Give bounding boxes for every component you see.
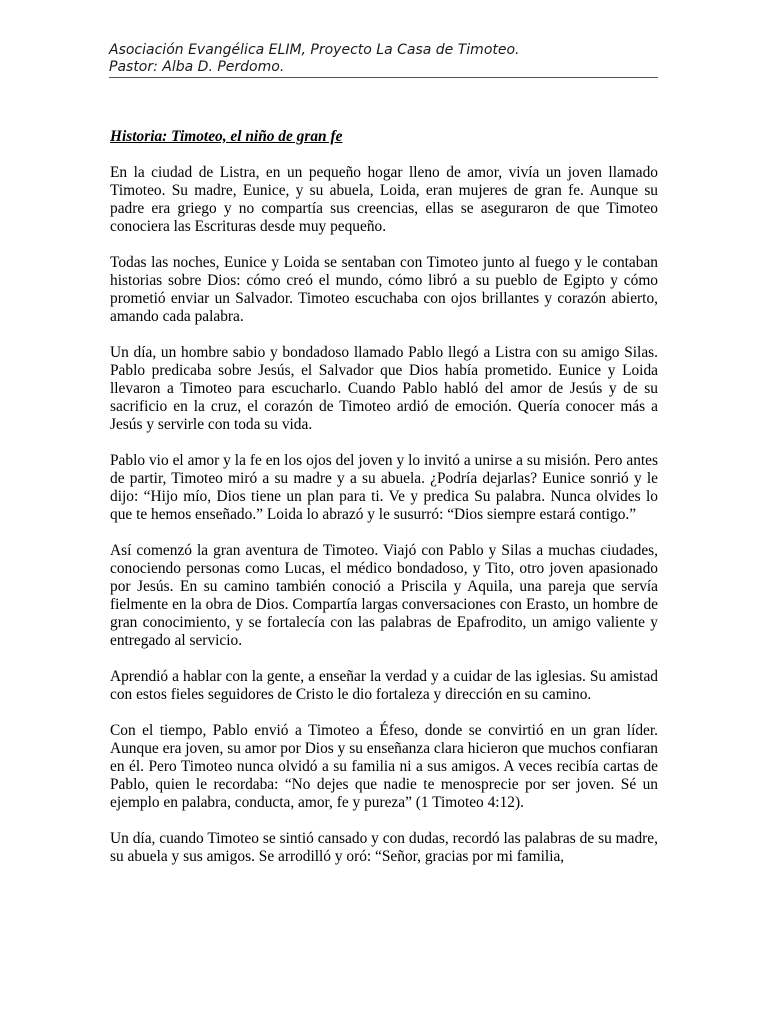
header-pastor: Pastor: Alba D. Perdomo. bbox=[109, 59, 285, 75]
header-organization: Asociación Evangélica ELIM, Proyecto La Casa de Timoteo. bbox=[109, 42, 520, 58]
paragraph: Un día, un hombre sabio y bondadoso llamado Pablo llegó a Listra con su amigo Silas. Pablo predicaba sobre Jesús, el Salvador que Dios había prometido. Eunice y Loida llevaron a Timoteo para escucharlo. Cuando Pablo habló del amor de Jesús y de su sacrificio en la cruz, el corazón de Timoteo ardió de emoción. Quería conocer más a Jesús y servirle con toda su vida. bbox=[110, 344, 658, 433]
paragraph: Con el tiempo, Pablo envió a Timoteo a Éfeso, donde se convirtió en un gran líder. Aunque era joven, su amor por Dios y su enseñanza clara hicieron que muchos confiaran en él. Pero Timoteo nunca olvidó a su familia ni a sus amigos. A veces recibía cartas de Pablo, quien le recordaba: “No dejes que nadie te menosprecie por ser joven. Sé un ejemplo en palabra, conducta, amor, fe y pureza” (1 Timoteo 4:12). bbox=[110, 722, 658, 811]
document-body bbox=[110, 128, 658, 884]
page-header bbox=[109, 42, 658, 78]
paragraph: Así comenzó la gran aventura de Timoteo. Viajó con Pablo y Silas a muchas ciudades, conociendo personas como Lucas, el médico bondadoso, y Tito, otro joven apasionado por Jesús. En su camino también conoció a Priscila y Aquila, una pareja que servía fielmente en la obra de Dios. Compartía largas conversaciones con Erasto, un hombre de gran conocimiento, y se fortalecía con las palabras de Epafrodito, un amigo valiente y entregado al servicio. bbox=[110, 542, 658, 649]
paragraph: Un día, cuando Timoteo se sintió cansado y con dudas, recordó las palabras de su madre, su abuela y sus amigos. Se arrodilló y oró: “Señor, gracias por mi familia, bbox=[110, 830, 658, 865]
paragraph: Aprendió a hablar con la gente, a enseñar la verdad y a cuidar de las iglesias. Su amistad con estos fieles seguidores de Cristo le dio fortaleza y dirección en su camino. bbox=[110, 668, 658, 703]
paragraph: En la ciudad de Listra, en un pequeño hogar lleno de amor, vivía un joven llamado Timoteo. Su madre, Eunice, y su abuela, Loida, eran mujeres de gran fe. Aunque su padre era griego y no compartía sus creencias, ellas se aseguraron de que Timoteo conociera las Escrituras desde muy pequeño. bbox=[110, 164, 658, 235]
paragraph: Pablo vio el amor y la fe en los ojos del joven y lo invitó a unirse a su misión. Pero antes de partir, Timoteo miró a su madre y a su abuela. ¿Podría dejarlas? Eunice sonrió y le dijo: “Hijo mío, Dios tiene un plan para ti. Ve y predica Su palabra. Nunca olvides lo que te hemos enseñado.” Loida lo abrazó y le susurró: “Dios siempre estará contigo.” bbox=[110, 452, 658, 523]
document-title: Historia: Timoteo, el niño de gran fe bbox=[110, 128, 343, 145]
paragraph: Todas las noches, Eunice y Loida se sentaban con Timoteo junto al fuego y le contaban historias sobre Dios: cómo creó el mundo, cómo libró a su pueblo de Egipto y cómo prometió enviar un Salvador. Timoteo escuchaba con ojos brillantes y corazón abierto, amando cada palabra. bbox=[110, 254, 658, 325]
